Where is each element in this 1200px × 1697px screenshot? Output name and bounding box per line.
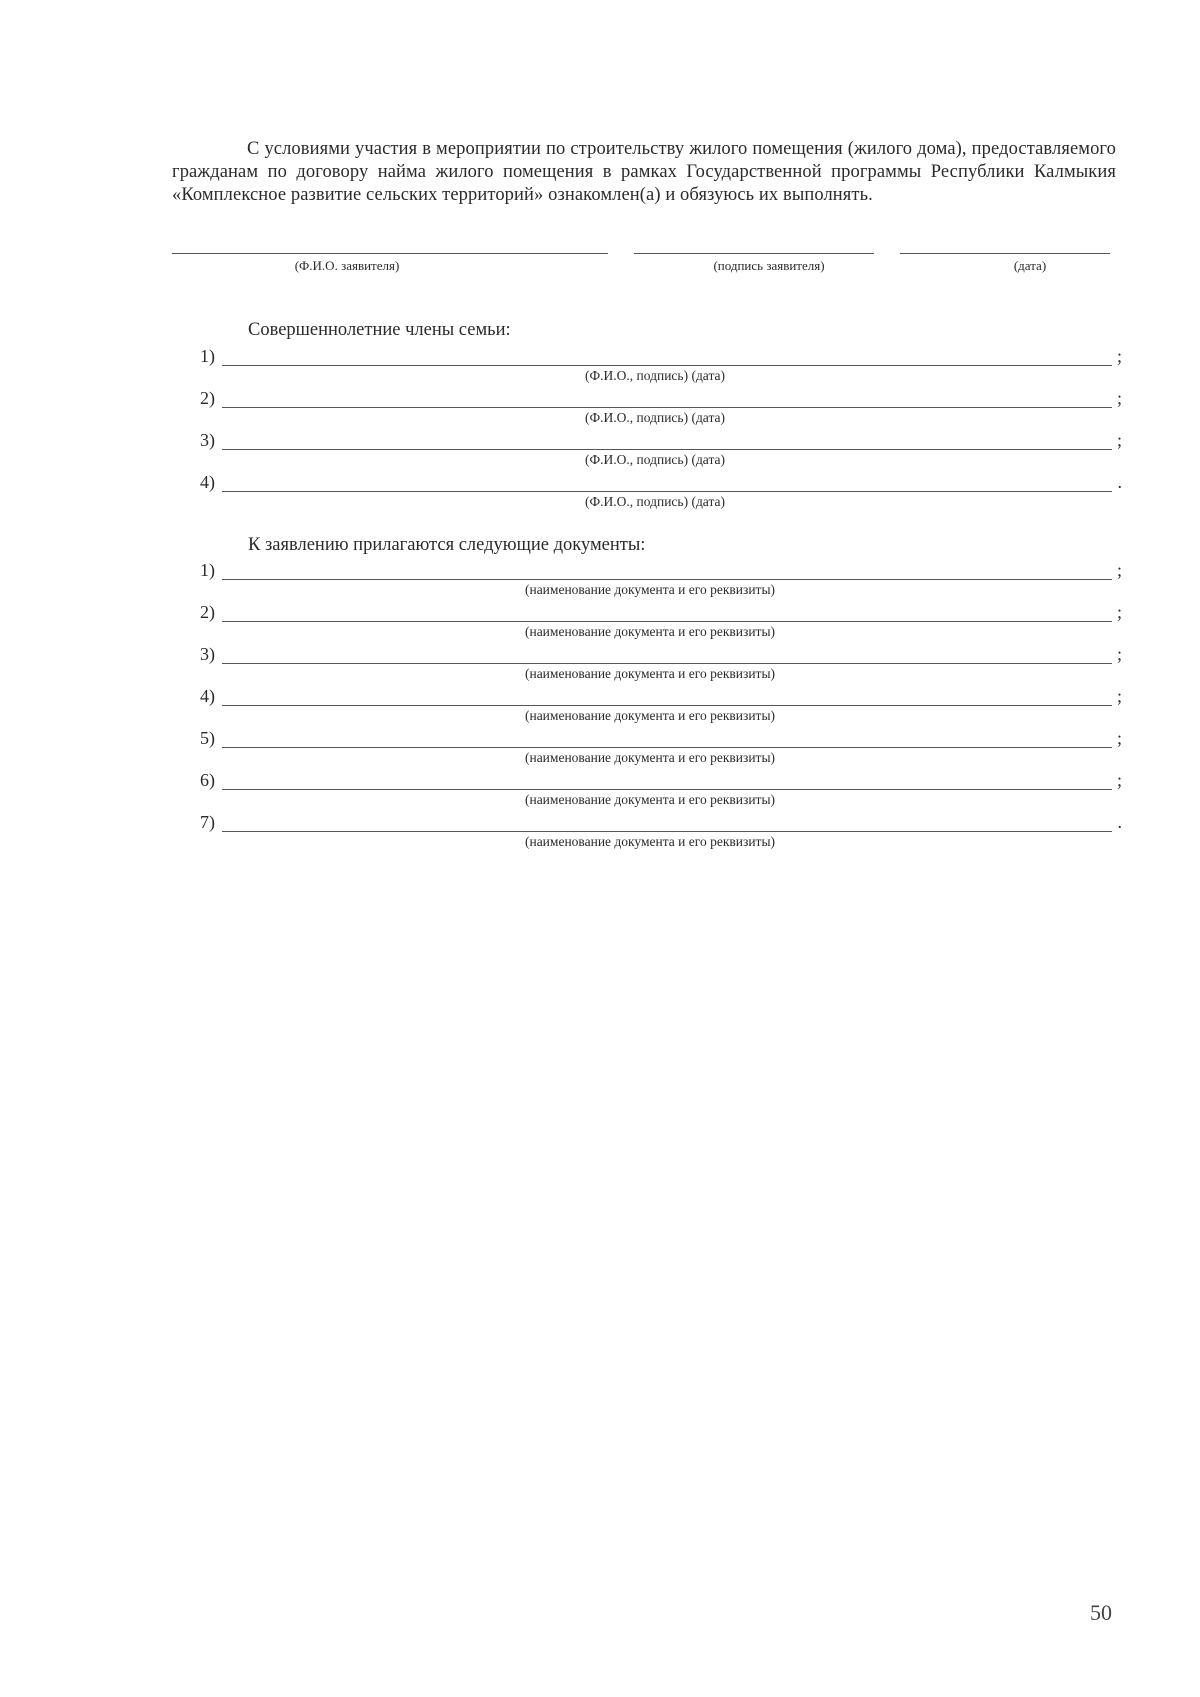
row-number: 3): [200, 644, 215, 664]
document-row[interactable]: [200, 728, 1122, 750]
document-row-caption: (наименование документа и его реквизиты): [524, 750, 776, 765]
row-terminator: ;: [1116, 346, 1122, 366]
document-row-caption: (наименование документа и его реквизиты): [524, 666, 776, 681]
applicant-signature-line: [634, 253, 874, 254]
row-number: 5): [200, 728, 215, 748]
fill-line: [222, 705, 1112, 706]
document-row-caption: (наименование документа и его реквизиты): [524, 792, 776, 807]
row-number: 3): [200, 430, 215, 450]
family-row[interactable]: [200, 346, 1122, 368]
row-terminator: ;: [1116, 388, 1122, 408]
row-number: 4): [200, 686, 215, 706]
row-terminator: ;: [1116, 430, 1122, 450]
row-number: 2): [200, 602, 215, 622]
document-row[interactable]: [200, 812, 1122, 834]
fill-line: [222, 747, 1112, 748]
fill-line: [222, 621, 1112, 622]
row-terminator: ;: [1116, 686, 1122, 706]
family-row[interactable]: [200, 388, 1122, 410]
family-row-caption: (Ф.И.О., подпись) (дата): [584, 494, 726, 509]
fill-line: [222, 449, 1112, 450]
applicant-date-line: [900, 253, 1110, 254]
row-terminator: ;: [1116, 560, 1122, 580]
intro-paragraph: С условиями участия в мероприятии по строительству жилого помещения (жилого дома), предоставляемого гражданам по договору найма жилого помещения в рамках Государственной программы Республики Калмыкия «Комплексное развитие сельских территорий» ознакомлен(а) и обязуюсь их выполнять.: [172, 139, 1116, 205]
fill-line: [222, 407, 1112, 408]
applicant-signature-caption: (подпись заявителя): [713, 258, 825, 273]
row-number: 1): [200, 346, 215, 366]
fill-line: [222, 579, 1112, 580]
family-row[interactable]: [200, 472, 1122, 494]
page-number: 50: [1090, 1600, 1112, 1625]
documents-section-title: К заявлению прилагаются следующие документы:: [248, 535, 646, 555]
document-row[interactable]: [200, 770, 1122, 792]
fill-line: [222, 831, 1112, 832]
applicant-name-line: [172, 253, 608, 254]
document-row[interactable]: [200, 602, 1122, 624]
row-terminator: .: [1117, 812, 1122, 832]
family-row-caption: (Ф.И.О., подпись) (дата): [584, 410, 726, 425]
row-number: 7): [200, 812, 215, 832]
row-terminator: ;: [1116, 770, 1122, 790]
row-number: 4): [200, 472, 215, 492]
row-terminator: ;: [1116, 728, 1122, 748]
family-row[interactable]: [200, 430, 1122, 452]
document-row-caption: (наименование документа и его реквизиты): [524, 582, 776, 597]
row-number: 6): [200, 770, 215, 790]
family-row-caption: (Ф.И.О., подпись) (дата): [584, 368, 726, 383]
document-row[interactable]: [200, 686, 1122, 708]
applicant-name-caption: (Ф.И.О. заявителя): [294, 258, 400, 273]
row-terminator: ;: [1116, 644, 1122, 664]
row-number: 2): [200, 388, 215, 408]
family-section-title: Совершеннолетние члены семьи:: [248, 320, 511, 340]
fill-line: [222, 491, 1112, 492]
document-row[interactable]: [200, 560, 1122, 582]
document-row[interactable]: [200, 644, 1122, 666]
row-terminator: ;: [1116, 602, 1122, 622]
fill-line: [222, 663, 1112, 664]
fill-line: [222, 789, 1112, 790]
row-terminator: .: [1117, 472, 1122, 492]
document-row-caption: (наименование документа и его реквизиты): [524, 708, 776, 723]
document-row-caption: (наименование документа и его реквизиты): [524, 834, 776, 849]
family-row-caption: (Ф.И.О., подпись) (дата): [584, 452, 726, 467]
row-number: 1): [200, 560, 215, 580]
applicant-date-caption: (дата): [1013, 258, 1047, 273]
document-row-caption: (наименование документа и его реквизиты): [524, 624, 776, 639]
fill-line: [222, 365, 1112, 366]
